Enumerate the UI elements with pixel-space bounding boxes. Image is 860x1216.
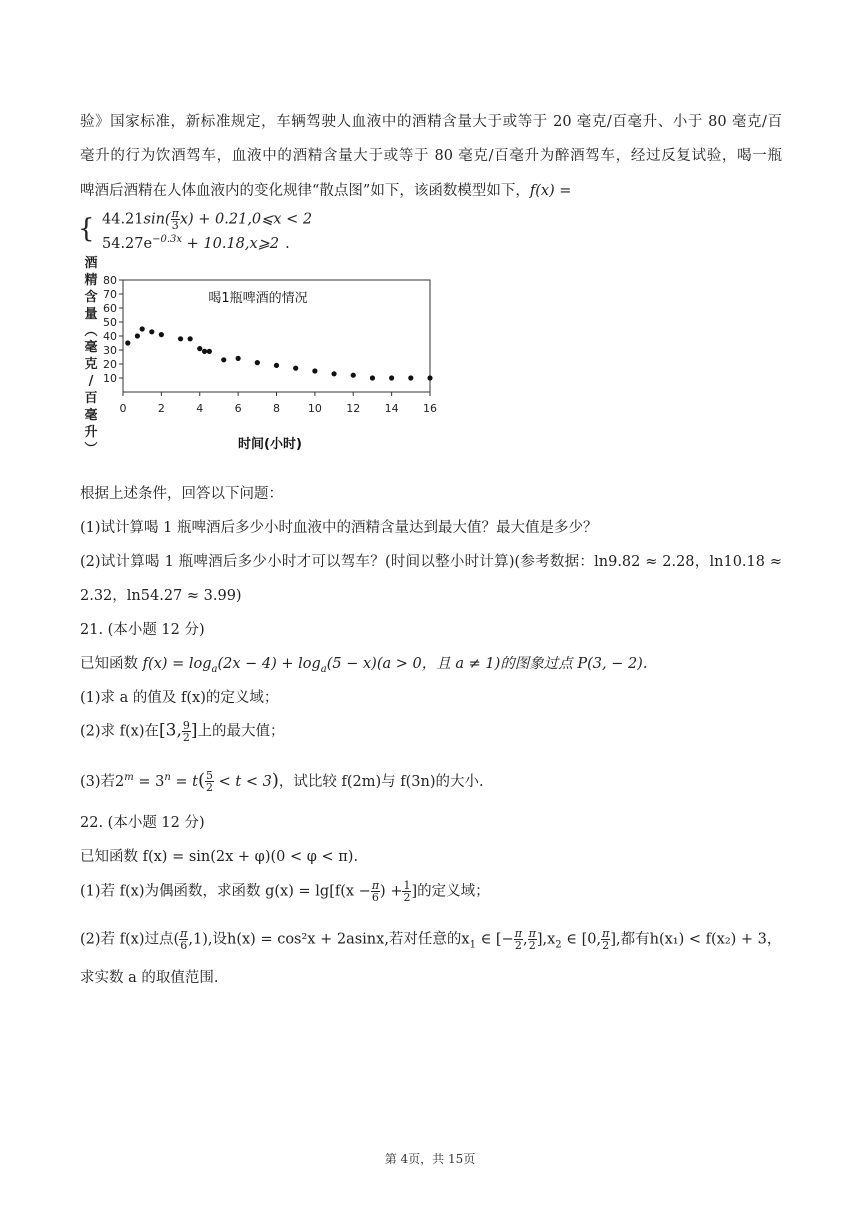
scatter-chart: [100, 268, 445, 473]
piecewise-brace: {: [78, 214, 95, 244]
chart-ylabel: [82, 256, 100, 458]
questions-prompt: 根据上述条件，回答以下问题：: [80, 486, 283, 502]
piecewise-case-1: 44.21sin( $\frac{\pi}{3}$ x) + 0.21,0⩽x < 2: [102, 207, 313, 232]
data-point: [236, 356, 241, 361]
data-point: [351, 373, 356, 378]
x-tick-label: 6: [234, 402, 242, 415]
data-point: [389, 375, 394, 380]
problem-21-part-3: (3)若$2^m = 3^n = t$( $\frac{5}{2}$ < t < 3)，试比较 f(2m)与 f(3n)的大小.: [80, 769, 484, 795]
problem-21-part-2: (2)求 f(x)在[3, $\frac{9}{2}$ ]上的最大值；: [80, 719, 285, 744]
data-point: [255, 360, 260, 365]
chart-title: 喝1瓶啤酒的情况: [208, 291, 308, 306]
data-point: [188, 336, 193, 341]
intro-line-2: 毫升的行为饮酒驾车，血液中的酒精含量大于或等于 80 毫克/百毫升为醉酒驾车，经过反复试验，喝一瓶: [80, 148, 782, 164]
question-1: (1)试计算喝 1 瓶啤酒后多少小时血液中的酒精含量达到最大值？最大值是多少？: [80, 520, 598, 536]
data-point: [221, 357, 226, 362]
data-point: [427, 375, 432, 380]
data-point: [125, 340, 130, 345]
y-tick-label: 20: [103, 358, 117, 371]
problem-22-part-2: (2)若 f(x)过点( $\frac{\pi}{6}$ ,1),设h(x) = cos²x + 2asinx,若对任意的$x_1$ ∈ [− $\frac{\pi}{2}$ , $\frac{\pi}{2}$ ]$,x_2$ ∈ [0, $\frac{\pi}{2}$ ],都有h(x₁) < f(x₂) + 3，: [80, 927, 782, 952]
x-tick-label: 2: [157, 402, 165, 415]
scatter-chart-svg: [100, 268, 445, 473]
data-point: [135, 333, 140, 338]
x-tick-label: 14: [384, 402, 399, 415]
y-tick-label: 50: [103, 316, 117, 329]
problem-22-header: 22. (本小题 12 分): [80, 815, 205, 831]
piecewise-function: [78, 206, 378, 254]
chart-ylabel-char: 毫: [84, 408, 98, 423]
x-tick-label: 0: [119, 402, 127, 415]
y-tick-label: 70: [103, 288, 117, 301]
problem-22-stem: 已知函数 f(x) = sin(2x + φ)(0 < φ < π).: [80, 849, 359, 865]
piecewise-case-2: $54.27e^{-0.3x}$ + 10.18,x⩾2 .: [102, 234, 290, 252]
x-tick-label: 8: [273, 402, 280, 415]
y-tick-label: 80: [103, 274, 117, 287]
chart-xlabel: 时间(小时): [238, 437, 302, 452]
x-tick-label: 12: [346, 402, 361, 415]
chart-ylabel-char: 百: [84, 391, 98, 406]
problem-22-part-1: (1)若 f(x)为偶函数，求函数 g(x) = lg[f(x − $\frac{\pi}{6}$ ) + $\frac{1}{2}$ ]的定义域；: [80, 879, 490, 904]
chart-ylabel-char: 精: [84, 273, 98, 288]
y-tick-label: 60: [103, 302, 117, 315]
chart-ylabel-char: 量: [84, 307, 98, 322]
problem-21-header: 21. (本小题 12 分): [80, 622, 205, 638]
data-point: [159, 332, 164, 337]
chart-ylabel-char: 毫: [84, 340, 98, 355]
chart-ylabel-char: 克: [84, 357, 98, 372]
chart-ylabel-char: 酒: [84, 256, 98, 271]
y-tick-label: 10: [103, 372, 117, 385]
data-point: [312, 368, 317, 373]
question-2-line-2: 2.32，ln54.27 ≈ 3.99): [80, 588, 242, 604]
data-point: [140, 326, 145, 331]
chart-ylabel-char: 含: [84, 290, 98, 305]
problem-21-part-1: (1)求 a 的值及 f(x)的定义域；: [80, 690, 279, 706]
data-point: [408, 375, 413, 380]
chart-ylabel-char: ︵: [84, 324, 98, 339]
data-point: [331, 371, 336, 376]
data-point: [202, 349, 207, 354]
chart-ylabel-char: 升: [84, 425, 98, 440]
data-point: [149, 329, 154, 334]
problem-21-stem: 已知函数 $f(x) = \log_a(2x - 4) + \log_a(5 - x)(a > 0$，且 a ≠ 1)的图象过点 P(3, − 2).: [80, 656, 648, 675]
data-point: [370, 375, 375, 380]
x-tick-label: 16: [423, 402, 437, 415]
x-tick-label: 10: [307, 402, 322, 415]
data-point: [293, 366, 298, 371]
y-tick-label: 30: [103, 344, 117, 357]
data-point: [274, 363, 279, 368]
x-tick-label: 4: [196, 402, 204, 415]
problem-22-part-2-line-2: 求实数 a 的取值范围.: [80, 970, 219, 986]
question-2-line-1: (2)试计算喝 1 瓶啤酒后多少小时才可以驾车？(时间以整小时计算)(参考数据：ln9.82 ≈ 2.28，ln10.18 ≈: [80, 554, 782, 570]
chart-ylabel-char: /: [88, 374, 94, 389]
intro-line-1: 验》国家标准，新标准规定，车辆驾驶人血液中的酒精含量大于或等于 20 毫克/百毫升、小于 80 毫克/百: [80, 114, 782, 130]
intro-line-3: 啤酒后酒精在人体血液内的变化规律“散点图”如下，该函数模型如下，f(x) =: [80, 183, 572, 199]
data-point: [178, 336, 183, 341]
y-tick-label: 40: [103, 330, 117, 343]
page-footer: 第 4页，共 15页: [384, 1152, 476, 1166]
chart-ylabel-char: ︶: [84, 442, 98, 457]
data-point: [197, 346, 202, 351]
data-point: [207, 349, 212, 354]
